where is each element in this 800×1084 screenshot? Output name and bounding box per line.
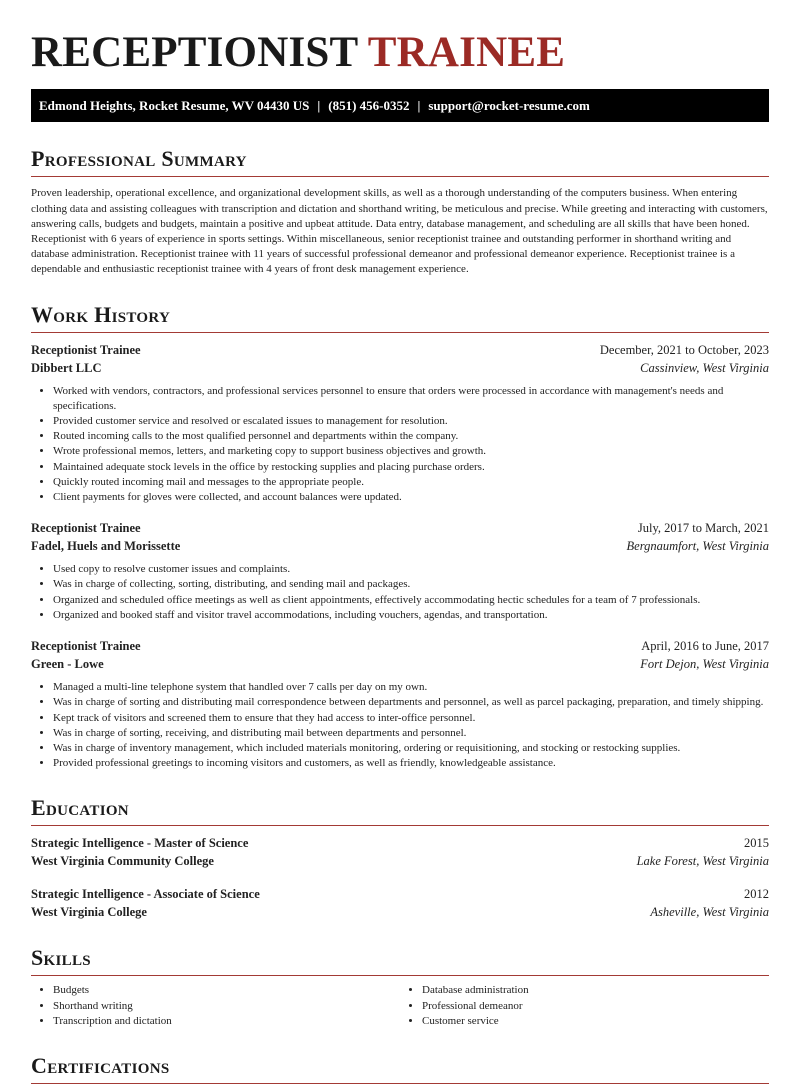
education-school: West Virginia Community College <box>31 854 214 869</box>
job-company: Green - Lowe <box>31 657 104 672</box>
skill-item: • Shorthand writing <box>53 999 400 1014</box>
education-year: 2012 <box>744 887 769 902</box>
education-location: Lake Forest, West Virginia <box>636 854 769 869</box>
list-item: • Worked with vendors, contractors, and professional services personnel to ensure that orders were processed in accordance with management's needs and specifications. <box>53 384 769 414</box>
education-year: 2015 <box>744 836 769 851</box>
job-company: Dibbert LLC <box>31 360 102 375</box>
list-item: • Provided customer service and resolved or escalated issues to management for resolution. <box>53 414 769 429</box>
list-item: • Managed a multi-line telephone system that handled over 7 calls per day on my own. <box>53 680 769 695</box>
section-title-work: Work History <box>31 302 769 333</box>
job-entry <box>31 519 769 623</box>
education-entry <box>31 834 769 870</box>
job-dates: December, 2021 to October, 2023 <box>599 342 769 357</box>
skills-column-right <box>400 983 769 1029</box>
resume-name <box>31 28 769 77</box>
education-degree: Strategic Intelligence - Associate of Science <box>31 887 260 902</box>
job-bullets <box>31 384 769 506</box>
skills-list <box>31 983 769 1029</box>
list-item: • Was in charge of sorting and distributing mail correspondence between departments and personnel, as well as parcel packaging, preparation, and timely shipping. <box>53 695 769 710</box>
job-location: Bergnaumfort, West Virginia <box>626 539 769 554</box>
list-item: • Quickly routed incoming mail and messages to the appropriate people. <box>53 475 769 490</box>
job-title: Receptionist Trainee <box>31 521 141 536</box>
section-title-skills: Skills <box>31 945 769 976</box>
section-title-education: Education <box>31 795 769 826</box>
list-item: • Was in charge of collecting, sorting, distributing, and sending mail and packages. <box>53 577 769 592</box>
skills-column-left <box>31 983 400 1029</box>
name-first: RECEPTIONIST <box>31 29 358 76</box>
name-last: TRAINEE <box>367 29 566 76</box>
skill-item: • Customer service <box>422 1014 769 1029</box>
job-entry <box>31 637 769 771</box>
list-item: • Wrote professional memos, letters, and marketing copy to support business objectives and growth. <box>53 444 769 459</box>
job-title: Receptionist Trainee <box>31 639 141 654</box>
skill-item: • Professional demeanor <box>422 999 769 1014</box>
list-item: • Routed incoming calls to the most qualified personnel and departments within the company. <box>53 429 769 444</box>
skill-item: • Database administration <box>422 983 769 998</box>
list-item: • Client payments for gloves were collected, and account balances were updated. <box>53 490 769 505</box>
education-school: West Virginia College <box>31 905 147 920</box>
contact-address: Edmond Heights, Rocket Resume, WV 04430 US <box>39 97 310 113</box>
job-dates: April, 2016 to June, 2017 <box>641 639 769 654</box>
job-dates: July, 2017 to March, 2021 <box>637 521 769 536</box>
job-location: Cassinview, West Virginia <box>640 360 769 375</box>
contact-bar <box>31 89 769 122</box>
section-title-certifications: Certifications <box>31 1053 769 1084</box>
job-bullets <box>31 562 769 623</box>
list-item: • Organized and booked staff and visitor travel accommodations, including vouchers, agendas, and transportation. <box>53 608 769 623</box>
skill-item: • Transcription and dictation <box>53 1014 400 1029</box>
job-company: Fadel, Huels and Morissette <box>31 539 181 554</box>
list-item: • Was in charge of sorting, receiving, and distributing mail between departments and personnel. <box>53 726 769 741</box>
work-history <box>31 341 769 772</box>
contact-separator: | <box>317 97 321 113</box>
list-item: • Organized and scheduled office meetings as well as client appointments, effectively accommodating hectic schedules for a team of 7 professionals. <box>53 593 769 608</box>
list-item: • Provided professional greetings to incoming visitors and customers, as well as friendly, knowledgeable assistance. <box>53 756 769 771</box>
list-item: • Used copy to resolve customer issues and complaints. <box>53 562 769 577</box>
job-location: Fort Dejon, West Virginia <box>640 657 769 672</box>
job-bullets <box>31 680 769 771</box>
list-item: • Maintained adequate stock levels in the office by restocking supplies and placing purchase orders. <box>53 460 769 475</box>
list-item: • Was in charge of inventory management, which included materials monitoring, ordering or requisitioning, and stocking or restocking supplies. <box>53 741 769 756</box>
contact-phone: (851) 456-0352 <box>328 97 410 113</box>
contact-separator: | <box>417 97 421 113</box>
education-location: Asheville, West Virginia <box>650 905 769 920</box>
summary-text: Proven leadership, operational excellence, and organizational development skills, as well as a thorough understanding of the computers business. When entering clothing data and assisting colleagues with transcription and dictation and shorthand writing, be meticulous and precise. While greeting and interacting with customers, answering calls, budgets and budgets, maintain a positive and upbeat attitude. Data entry, database management, and scheduling are all skills that have been honed. Receptionist with 6 years of experience in sports settings. Within miscellaneous, senior receptionist trainee and outstanding performer in shorthand writing and database administration. Receptionist trainee with 11 years of successful professional demeanor and professional demeanor experience. Receptionist trainee is a dependable and enthusiastic receptionist trainee with 4 years of front desk management experience. <box>31 187 768 276</box>
education-degree: Strategic Intelligence - Master of Science <box>31 836 249 851</box>
job-entry <box>31 341 769 506</box>
list-item: • Kept track of visitors and screened them to ensure that they had access to inter-office personnel. <box>53 711 769 726</box>
education-entry <box>31 885 769 921</box>
contact-email: support@rocket-resume.com <box>428 97 590 113</box>
skill-item: • Budgets <box>53 983 400 998</box>
section-title-summary: Professional Summary <box>31 146 769 177</box>
job-title: Receptionist Trainee <box>31 342 141 357</box>
